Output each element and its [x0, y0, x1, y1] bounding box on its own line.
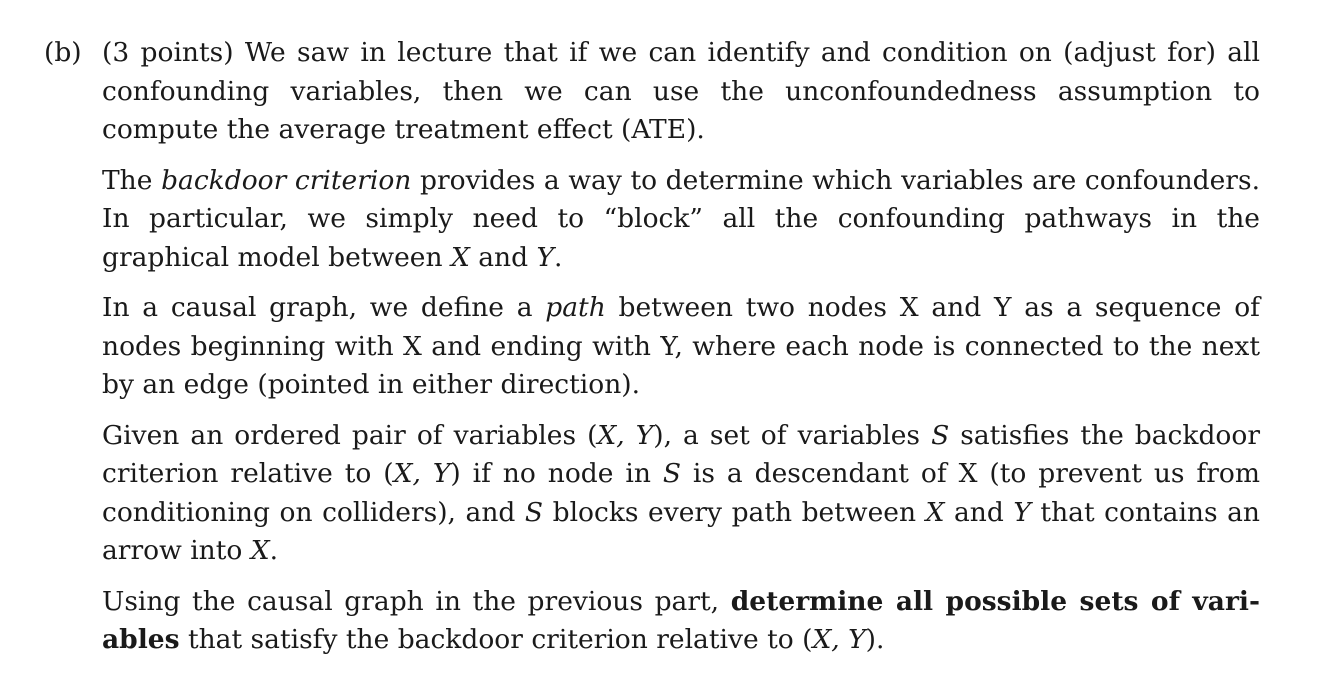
text-run: provides a way to determine which variables are confounders. In particular, we simply need to “block” all the confounding pathways in the graphical model between — [102, 164, 1261, 273]
points-label: (3 points) — [102, 37, 234, 68]
intro-text: We saw in lecture that if we can identify and condition on (adjust for) all confounding variables, then we can use the unconfoundedness assumption to compute the average treatment effect (ATE). — [102, 37, 1260, 145]
text-run: ). — [865, 624, 885, 655]
math-s: S — [931, 419, 950, 451]
math-xy: X, Y — [597, 419, 654, 451]
text-run: ), a set of variables — [653, 419, 932, 451]
task-instruction-bold: determine all possible sets of variables — [102, 585, 1260, 655]
paragraph-path-definition — [102, 289, 1260, 405]
text-run: In a causal graph, we define a — [102, 292, 546, 323]
text-run: that satisfy the backdoor criterion relative to ( — [179, 624, 813, 655]
term-path: path — [545, 292, 606, 323]
text-run: between two nodes X and Y as a sequence of nodes beginning with X and ending with Y, where each node is connected to the next by an edge (pointed in either direction). — [102, 292, 1260, 400]
text-run: ) if no node in — [450, 458, 663, 489]
math-x: X — [925, 496, 945, 528]
math-x: X — [250, 535, 270, 566]
problem-b — [44, 34, 1274, 660]
text-run: Using the causal graph in the previous part, — [102, 585, 731, 617]
paragraph-criterion-formal — [102, 417, 1260, 571]
problem-content — [102, 34, 1260, 660]
math-xy: X, Y — [393, 458, 451, 489]
paragraph-intro — [102, 34, 1260, 150]
math-x: X — [450, 241, 470, 273]
math-s: S — [524, 496, 544, 528]
math-y: Y — [1013, 496, 1031, 528]
text-run: The — [102, 164, 162, 196]
text-run: and — [944, 496, 1014, 528]
text-run: is a descendant of X (to prevent us from conditioning on colliders), and — [102, 458, 1260, 528]
text-run: and — [469, 241, 537, 273]
text-run: . — [554, 241, 563, 273]
text-run: . — [269, 535, 279, 566]
math-s: S — [662, 458, 681, 489]
math-y: Y — [536, 241, 555, 273]
text-run: blocks every path between — [543, 496, 926, 528]
text-run: satisfies the backdoor criterion relative to ( — [102, 419, 1260, 489]
math-xy: X, Y — [812, 624, 866, 655]
problem-label: (b) — [44, 37, 82, 68]
paragraph-backdoor-definition — [102, 162, 1260, 278]
text-run: that contains an arrow into — [102, 496, 1261, 566]
paragraph-task — [102, 583, 1260, 660]
term-backdoor-criterion: backdoor criterion — [161, 164, 412, 196]
text-run: Given an ordered pair of variables ( — [102, 419, 598, 451]
